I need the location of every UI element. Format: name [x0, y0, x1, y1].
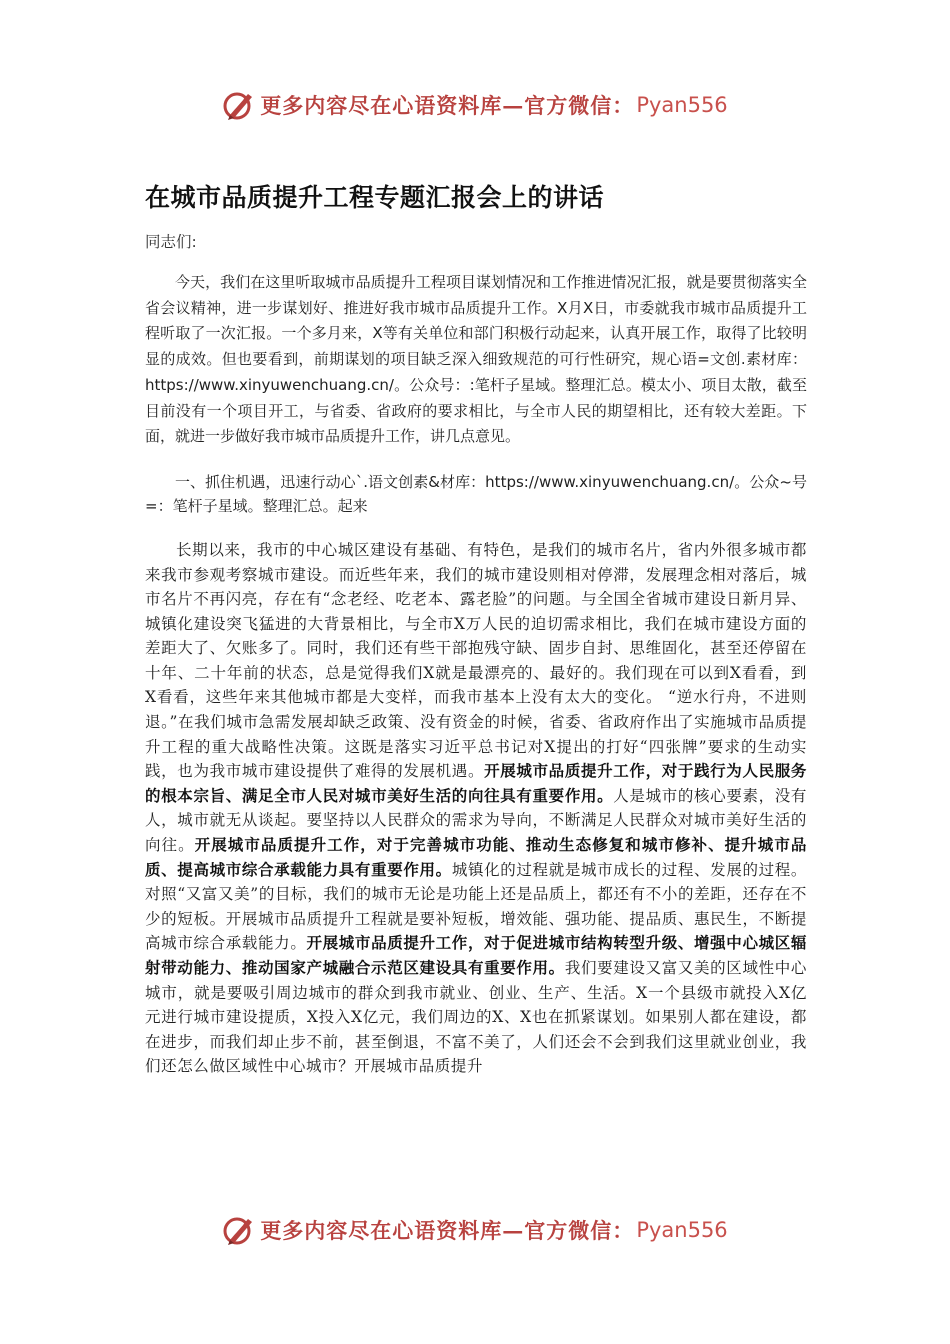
body-text: 城镇化的过程就是城市成长的过程、发展的过程。对照“又富又美”的目标，我们的城市无论是功能上还是品质上，都还有不小的差距，还存在不少的短板。开展城市品质提升工程就是要补短板，增效能、强功能、提品质、惠民生，不断提高城市综合承载能力。: [145, 860, 808, 953]
section-heading: 一、抓住机遇，迅速行动心`.语文创素&材库：https://www.xinyuwenchuang.cn/。公众~号=：笔杆子星域。整理汇总。起来: [145, 472, 807, 515]
bold-emphasis: 开展城市品质提升工作，对于促进城市结构转型升级、增强中心城区辐射带动能力、推动国家产城融合示范区建设具有重要作用。: [145, 933, 807, 978]
pen-circle-logo-icon: [222, 88, 256, 122]
banner-text: 更多内容尽在心语资料库—官方微信：: [260, 93, 635, 118]
page-title: 在城市品质提升工程专题汇报会上的讲话: [145, 183, 605, 212]
pen-circle-logo-icon: [222, 1213, 256, 1247]
banner-text: 更多内容尽在心语资料库—官方微信：: [260, 1218, 635, 1243]
paragraph-intro: 今天，我们在这里听取城市品质提升工程项目谋划情况和工作推进情况汇报，就是要贯彻落实全省会议精神，进一步谋划好、推进好我市城市品质提升工作。X月X日，市委就我市城市品质提升工程听取了一次汇报。一个多月来，X等有关单位和部门积极行动起来，认真开展工作，取得了比较明显的成效。但也要看到，前期谋划的项目缺乏深入细致规范的可行性研究，规心语=文创.素材库：https://www.xinyuwenchuang.cn/。公众号：:笔杆子星域。整理汇总。模太小、项目太散，截至目前没有一个项目开工，与省委、省政府的要求相比，与全市人民的期望相比，还有较大差距。下面，就进一步做好我市城市品质提升工作，讲几点意见。: [145, 273, 807, 446]
bold-emphasis: 开展城市品质提升工作，对于践行为人民服务的根本宗旨、满足全市人民对城市美好生活的向往具有重要作用。: [145, 761, 807, 805]
body-text: 我们要建设又富又美的区域性中心城市，就是要吸引周边城市的群众到我市就业、创业、生产、生活。X一个县级市就投入X亿元进行城市建设提质，X投入X亿元，我们周边的X、X也在抓紧谋划。如果别人都在建设，都在进步，而我们却止步不前，甚至倒退，不富不美了，人们还会不会到我们这里就业创业，我们还怎么做区域性中心城市？开展城市品质提升: [145, 959, 807, 1076]
body-text: 长期以来，我市的中心城区建设有基础、有特色，是我们的城市名片，省内外很多城市都来我市参观考察城市建设。而近些年来，我们的城市建设则相对停滞，发展理念相对落后，城市名片不再闪亮，存在有“念老经、吃老本、露老脸”的问题。与全国全省城市建设日新月异、城镇化建设突飞猛进的大背景相比，与全市X万人民的迫切需求相比，我们在城市建设方面的差距大了、欠账多了。同时，我们还有些干部抱残守缺、固步自封、思维固化，甚至还停留在十年、二十年前的状态，总是觉得我们X就是最漂亮的、最好的。我们现在可以到X看看，到X看看，这些年来其他城市都是大变样，而我市基本上没有太大的变化。 “逆水行舟，不进则退。”在我们城市急需发展却缺乏政策、没有资金的时候，省委、省政府作出了实施城市品质提升工程的重大战略性决策。这既是落实习近平总书记对X提出的打好“四张牌”要求的生动实践，也为我市城市建设提供了难得的发展机遇。: [145, 540, 807, 781]
bold-emphasis: 开展城市品质提升工作，对于完善城市功能、推动生态修复和城市修补、提升城市品质、提高城市综合承载能力具有重要作用。: [145, 835, 807, 879]
header-watermark-banner: [0, 85, 950, 125]
salutation: 同志们:: [145, 233, 197, 251]
banner-wechat-id: Pyan556: [636, 93, 728, 117]
body-text: 人是城市的核心要素，没有人，城市就无从谈起。要坚持以人民群众的需求为导向，不断满足人民群众对城市美好生活的向往。: [145, 786, 808, 855]
footer-watermark-banner: [0, 1210, 950, 1250]
paragraph-body: [145, 538, 807, 1079]
banner-wechat-id: Pyan556: [636, 1218, 728, 1242]
document-body: [145, 230, 807, 1079]
